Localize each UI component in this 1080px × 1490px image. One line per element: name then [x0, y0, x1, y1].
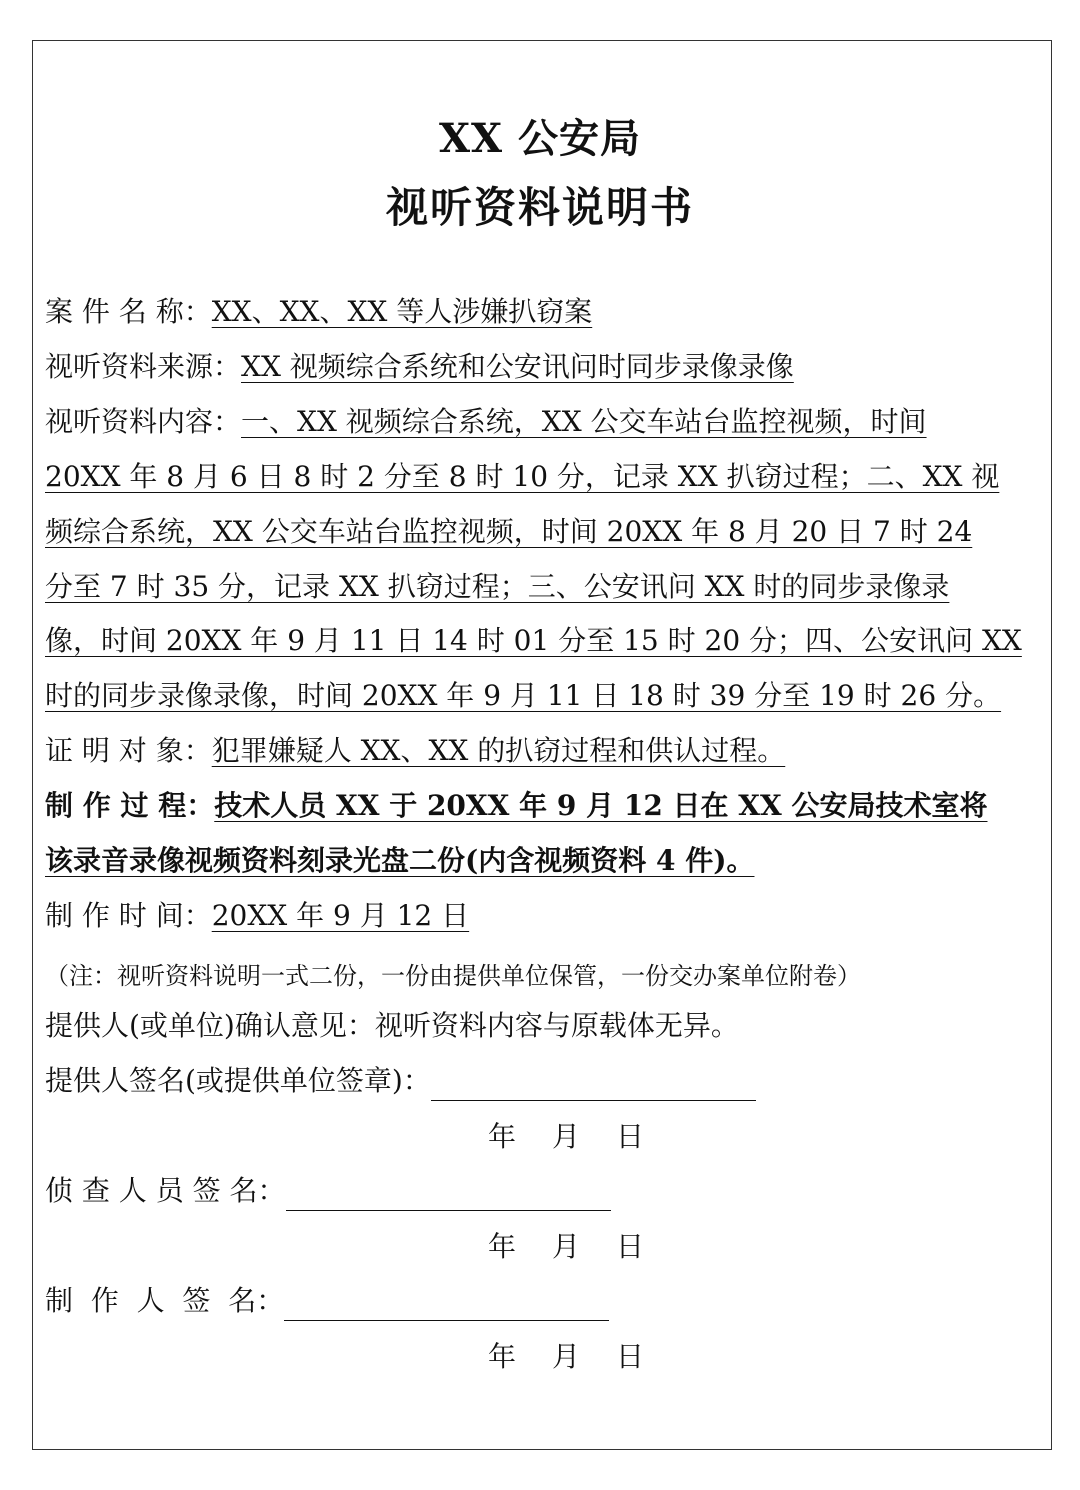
time-row [45, 896, 469, 936]
provider-date-year: 年 [488, 1120, 517, 1153]
maker-signature-row [45, 1281, 609, 1321]
provider-signature-label: 提供人签名(或提供单位签章)： [45, 1064, 431, 1097]
content-row [45, 402, 927, 442]
maker-date-year: 年 [488, 1340, 517, 1373]
provider-date [488, 1115, 680, 1155]
object-value: 犯罪嫌疑人 XX、XX 的扒窃过程和供认过程。 [211, 734, 786, 767]
investigator-signature-line[interactable] [286, 1180, 611, 1211]
content-line-2: 20XX 年 8 月 6 日 8 时 2 分至 8 时 10 分，记录 XX 扒窃过程；二、XX 视 [45, 460, 1000, 493]
content-line-6: 时的同步录像录像，时间 20XX 年 9 月 11 日 18 时 39 分至 19 时 26 分。 [45, 679, 1002, 712]
content-line-3: 频综合系统，XX 公交车站台监控视频，时间 20XX 年 8 月 20 日 7 时 24 [45, 515, 973, 548]
provider-signature-row [45, 1061, 756, 1101]
org-title: XX 公安局 [439, 115, 641, 162]
source-label: 视听资料来源： [45, 350, 242, 383]
content-line-4: 分至 7 时 35 分，记录 XX 扒窃过程；三、公安讯问 XX 时的同步录像录 [45, 570, 950, 603]
confirm-text: 提供人(或单位)确认意见：视听资料内容与原载体无异。 [45, 1009, 739, 1042]
document-title: 视听资料说明书 [385, 183, 694, 232]
maker-signature-label: 制 作 人 签 名： [45, 1284, 285, 1317]
case-name-label: 案 件 名 称： [45, 295, 212, 328]
source-value: XX 视频综合系统和公安讯问时同步录像录像 [241, 350, 794, 383]
maker-date [488, 1335, 680, 1375]
provider-date-day: 日 [616, 1120, 645, 1153]
provider-signature-line[interactable] [431, 1070, 756, 1101]
source-row [45, 347, 794, 387]
process-label: 制 作 过 程： [45, 789, 215, 822]
maker-signature-line[interactable] [284, 1290, 609, 1321]
object-row [45, 731, 785, 771]
investigator-date-day: 日 [616, 1230, 645, 1263]
content-line-1: 一、XX 视频综合系统，XX 公交车站台监控视频，时间 [241, 405, 927, 438]
investigator-signature-label: 侦 查 人 员 签 名： [45, 1174, 286, 1207]
maker-date-month: 月 [552, 1340, 581, 1373]
investigator-date-year: 年 [488, 1230, 517, 1263]
investigator-date [488, 1225, 680, 1265]
process-line-1: 技术人员 XX 于 20XX 年 9 月 12 日在 XX 公安局技术室将 [214, 789, 988, 822]
content-line-5: 像，时间 20XX 年 9 月 11 日 14 时 01 分至 15 时 20 分；四、公安讯问 XX [45, 624, 1022, 657]
provider-date-month: 月 [552, 1120, 581, 1153]
case-name-value: XX、XX、XX 等人涉嫌扒窃案 [211, 295, 593, 328]
case-name-row [45, 292, 592, 332]
note-text: （注：视听资料说明一式二份，一份由提供单位保管，一份交办案单位附卷） [45, 962, 861, 990]
maker-date-day: 日 [616, 1340, 645, 1373]
process-row [45, 786, 988, 826]
time-value: 20XX 年 9 月 12 日 [211, 899, 470, 932]
content-label: 视听资料内容： [45, 405, 242, 438]
investigator-date-month: 月 [552, 1230, 581, 1263]
investigator-signature-row [45, 1171, 611, 1211]
object-label: 证 明 对 象： [45, 734, 212, 767]
process-line-2: 该录音录像视频资料刻录光盘二份(内含视频资料 4 件)。 [45, 844, 755, 877]
time-label: 制 作 时 间： [45, 899, 212, 932]
